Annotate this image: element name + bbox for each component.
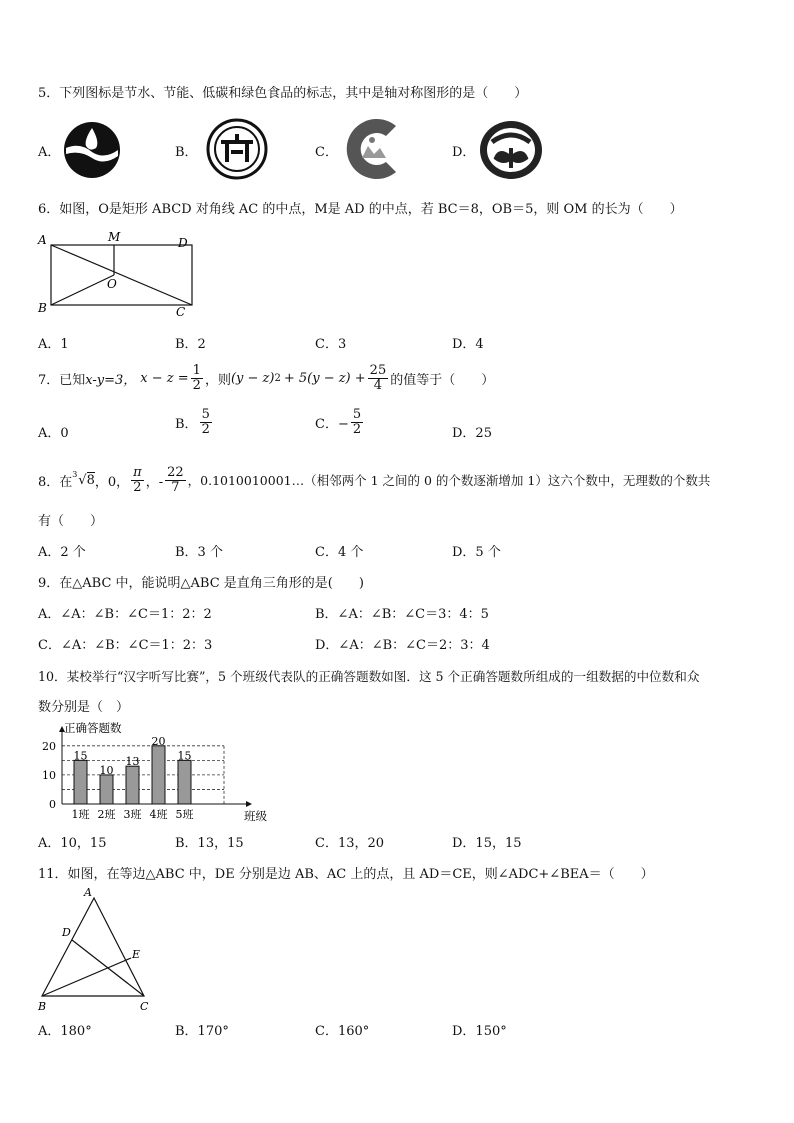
segment-ob: [51, 275, 114, 305]
green-food-logo: [478, 118, 544, 182]
q8-frac1-den: 2: [133, 479, 142, 495]
q8-frac1-num: π: [133, 464, 142, 480]
bar-5班: [178, 760, 191, 804]
q9-option-c: C．∠A：∠B：∠C＝1：2：3: [38, 638, 213, 653]
q5-option-d-label: D．: [452, 145, 476, 160]
q8-option-b: B．3 个: [175, 545, 223, 560]
q7-option-d: D．25: [452, 426, 492, 441]
q5-option-a-label: A．: [38, 145, 61, 160]
q7-option-b: [175, 408, 214, 436]
q9-option-a: A．∠A：∠B：∠C＝1：2：2: [38, 607, 212, 622]
q10-option-c: C．13，20: [315, 836, 385, 851]
cube-root-radicand: 8: [86, 472, 95, 488]
bar-value-label-1班: 15: [73, 749, 88, 763]
q7-text-2: x-y=3，: [85, 372, 137, 388]
q6-stem: 6．如图，O是矩形 ABCD 对角线 AC 的中点，M是 AD 的中点，若 BC＝8，OB＝5，则 OM 的长为（ ）: [38, 202, 683, 217]
label-d: D: [178, 236, 188, 250]
q11-option-b: B．170°: [175, 1024, 229, 1039]
q7-option-b-fraction: [200, 408, 212, 436]
x-tick-label-3班: 3班: [123, 808, 142, 821]
q10-option-d: D．15，15: [452, 836, 522, 851]
q11-option-c: C．160°: [315, 1024, 370, 1039]
triangle-abc: [42, 898, 144, 996]
label-a: A: [84, 886, 92, 899]
q5-option-b-label: B．: [175, 145, 198, 160]
y-tick-label-20: 20: [42, 739, 56, 753]
q7-text-6: + 5(y − z) +: [283, 370, 366, 386]
bar-2班: [100, 775, 113, 804]
label-o: O: [107, 277, 117, 291]
q8-option-c: C．4 个: [315, 545, 364, 560]
low-carbon-logo: [340, 116, 402, 182]
q7-text-3: x − z =: [140, 370, 189, 386]
x-tick-label-5班: 5班: [175, 808, 194, 821]
segment-be: [42, 958, 131, 996]
bar-value-label-4班: 20: [151, 734, 166, 748]
q10-option-b: B．13，15: [175, 836, 244, 851]
bar-chart: [38, 718, 267, 826]
q11-stem: 11．如图，在等边△ABC 中，DE 分别是边 AB、AC 上的点，且 AD＝CE，则∠ADC+∠BEA＝（ ）: [38, 867, 654, 882]
rectangle-figure: [34, 228, 204, 320]
q7-frac2-den: 4: [373, 377, 383, 393]
q8-frac2-num: 22: [167, 464, 184, 480]
q7-text-1: 7．已知: [38, 372, 86, 388]
q7-option-a: A．0: [38, 426, 69, 441]
label-b: B: [38, 301, 47, 315]
q9-stem: 9．在△ABC 中，能说明△ABC 是直角三角形的是( ): [38, 576, 364, 591]
bar-value-label-2班: 10: [99, 763, 114, 777]
q5-stem: 5．下列图标是节水、节能、低碳和绿色食品的标志，其中是轴对称图形的是（ ）: [38, 86, 528, 101]
label-e: E: [132, 948, 141, 961]
q8-stem-line-1: [38, 460, 710, 500]
bar-1班: [74, 760, 87, 804]
q7-fraction-1: [191, 364, 203, 392]
label-m: M: [108, 230, 121, 244]
q7-option-c-den: 2: [352, 421, 362, 437]
q7-option-c-fraction: [351, 408, 363, 436]
cube-root-index: 3: [72, 469, 78, 479]
q7-text-7: 的值等于（ ）: [390, 372, 495, 388]
cube-root: 3 √8: [72, 469, 95, 488]
q8-text-4: ，0.1010010001…（相邻两个 1 之间的 0 的个数逐渐增加 1）这六个数中，无理数的个数共: [187, 473, 711, 488]
q6-option-d: D．4: [452, 337, 484, 352]
q7-option-b-den: 2: [201, 421, 210, 437]
x-tick-label-4班: 4班: [149, 808, 168, 821]
q7-text-4: ，则: [204, 372, 231, 388]
q11-option-a: A．180°: [38, 1024, 92, 1039]
q7-exponent: 2: [274, 372, 281, 384]
q7-text-5: (y − z): [230, 370, 275, 386]
label-d: D: [62, 926, 71, 939]
y-tick-label-10: 10: [42, 768, 56, 782]
q8-fraction-22-7: [165, 466, 186, 494]
x-axis-title: 班级: [244, 809, 267, 823]
q10-stem-line-1: 10．某校举行“汉字听写比赛”，5 个班级代表队的正确答题数如图．这 5 个正确答题数所组成的一组数据的中位数和众: [38, 669, 700, 684]
q6-option-a: A．1: [38, 337, 69, 352]
q7-option-b-num: 5: [201, 407, 210, 422]
q8-frac2-den: 7: [171, 479, 180, 495]
q8-stem-line-2: 有（ ）: [38, 514, 104, 529]
q9-option-d: D．∠A：∠B：∠C＝2：3：4: [315, 638, 490, 653]
q7-frac1-num: 1: [192, 362, 201, 378]
q9-option-b: B．∠A：∠B：∠C＝3：4：5: [315, 607, 489, 622]
q8-text-2: ，0，: [94, 474, 130, 490]
y-axis-title: 正确答题数: [64, 721, 122, 735]
q11-option-d: D．150°: [452, 1024, 507, 1039]
q7-option-c: [315, 408, 365, 436]
q10-option-a: A．10，15: [38, 836, 107, 851]
energy-saving-logo: [205, 118, 269, 180]
bar-value-label-3班: 13: [125, 755, 140, 769]
q8-text-3: ，-: [145, 474, 164, 490]
label-c: C: [176, 305, 186, 319]
q7-fraction-2: [368, 364, 389, 392]
q7-stem: [38, 358, 494, 398]
bar-value-label-5班: 15: [177, 749, 192, 763]
bar-4班: [152, 746, 165, 804]
q5-option-c-label: C．: [315, 145, 338, 160]
q7-frac1-den: 2: [192, 377, 201, 393]
label-a: A: [38, 233, 47, 247]
x-tick-label-2班: 2班: [97, 808, 116, 821]
label-c: C: [140, 1000, 149, 1013]
q8-option-a: A．2 个: [38, 545, 86, 560]
q6-option-b: B．2: [175, 337, 206, 352]
x-tick-label-1班: 1班: [71, 808, 90, 821]
bar-3班: [126, 766, 139, 804]
q7-frac2-num: 25: [369, 362, 387, 378]
label-b: B: [38, 1000, 47, 1013]
q7-option-c-num: 5: [352, 407, 362, 422]
q8-text-1: 8．在: [38, 474, 73, 490]
triangle-figure: [34, 884, 158, 1016]
q10-stem-line-2: 数分别是（ ）: [38, 700, 130, 715]
q7-option-c-prefix: C．−: [315, 416, 349, 432]
q8-fraction-pi: [131, 466, 144, 494]
diagonal-ac: [51, 245, 192, 305]
q8-option-d: D．5 个: [452, 545, 501, 560]
water-saving-logo: [60, 120, 124, 180]
q6-option-c: C．3: [315, 337, 347, 352]
q7-option-b-prefix: B．: [175, 416, 198, 432]
x-axis-arrow: [246, 801, 252, 807]
y-tick-label-0: 0: [49, 798, 56, 811]
